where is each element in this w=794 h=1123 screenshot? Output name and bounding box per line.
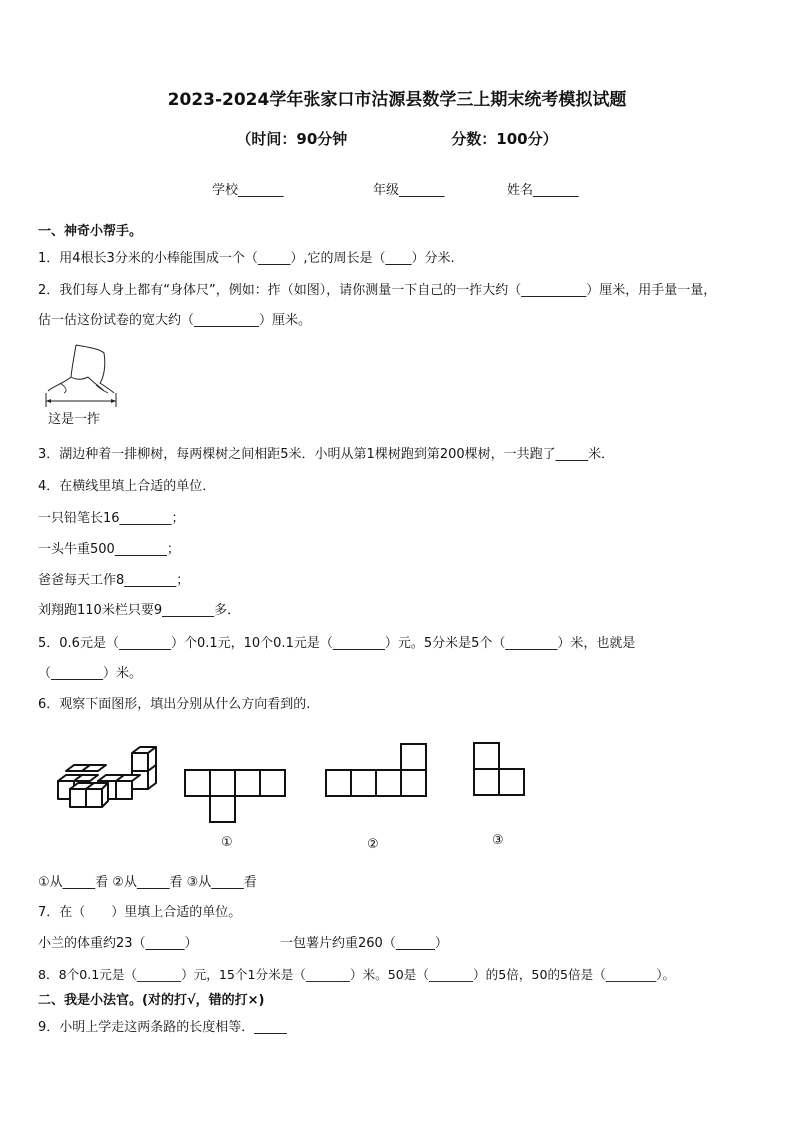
question-6-answers: ①从_____看 ②从_____看 ③从_____看 (38, 875, 257, 890)
question-6: 6．观察下面图形，填出分别从什么方向看到的. (38, 697, 311, 712)
figure-label-2: ② (367, 837, 379, 852)
question-7: 7．在（ ）里填上合适的单位。 (38, 905, 242, 920)
question-2-line-1: 2．我们每人身上都有“身体尺”，例如：拃（如图），请你测量一下自己的一拃大约（__________）厘米，用手量一量， (38, 283, 717, 298)
hand-span-caption: 这是一拃 (48, 412, 101, 427)
view-figure-3 (473, 742, 529, 798)
view-figure-2 (325, 743, 429, 799)
question-3: 3．湖边种着一排柳树，每两棵树之间相距5米．小明从第1棵树跑到第200棵树，一共跑了_____米． (38, 447, 615, 462)
question-2-line-2: 估一估这份试卷的宽大约（__________）厘米。 (38, 313, 312, 328)
question-5-line-2: （________）米。 (38, 666, 143, 681)
exam-time: （时间：90分钟 (236, 130, 348, 148)
question-4: 4．在横线里填上合适的单位． (38, 479, 216, 494)
figure-label-3: ③ (492, 833, 504, 848)
page-title: 2023-2024学年张家口市沽源县数学三上期末统考模拟试题 (167, 90, 627, 110)
exam-score: 分数：100分） (451, 130, 558, 148)
cube-stack-figure (52, 745, 164, 813)
question-1: 1．用4根长3分米的小棒能围成一个（_____）,它的周长是（____）分米. (38, 251, 455, 266)
name-field: 姓名_______ (507, 183, 579, 198)
hand-outline (48, 345, 114, 393)
question-7-b: 一包薯片约重260（______） (280, 936, 448, 951)
question-8: 8．8个0.1元是（_______）元，15个1分米是（_______）米。50是（_______）的5倍，50的5倍是（________）。 (38, 967, 676, 982)
question-5-line-1: 5．0.6元是（________）个0.1元，10个0.1元是（________）元。5分米是5个（________）米，也就是 (38, 636, 636, 651)
question-4-a: 一只铅笔长16________； (38, 511, 185, 526)
section-heading-2: 二、我是小法官。(对的打√，错的打×) (38, 993, 265, 1008)
question-9: 9．小明上学走这两条路的长度相等．_____ (38, 1020, 287, 1035)
question-4-d: 刘翔跑110米栏只要9________多． (38, 603, 241, 618)
question-4-c: 爸爸每天工作8________； (38, 573, 190, 588)
view-figure-1 (184, 769, 288, 825)
exam-subtitle (0, 131, 794, 147)
grade-field: 年级_______ (373, 183, 445, 198)
school-field: 学校_______ (212, 183, 284, 198)
section-heading-1: 一、神奇小帮手。 (38, 224, 143, 239)
figure-label-1: ① (221, 835, 233, 850)
question-7-a: 小兰的体重约23（______） (38, 936, 198, 951)
question-4-b: 一头牛重500________； (38, 542, 180, 557)
